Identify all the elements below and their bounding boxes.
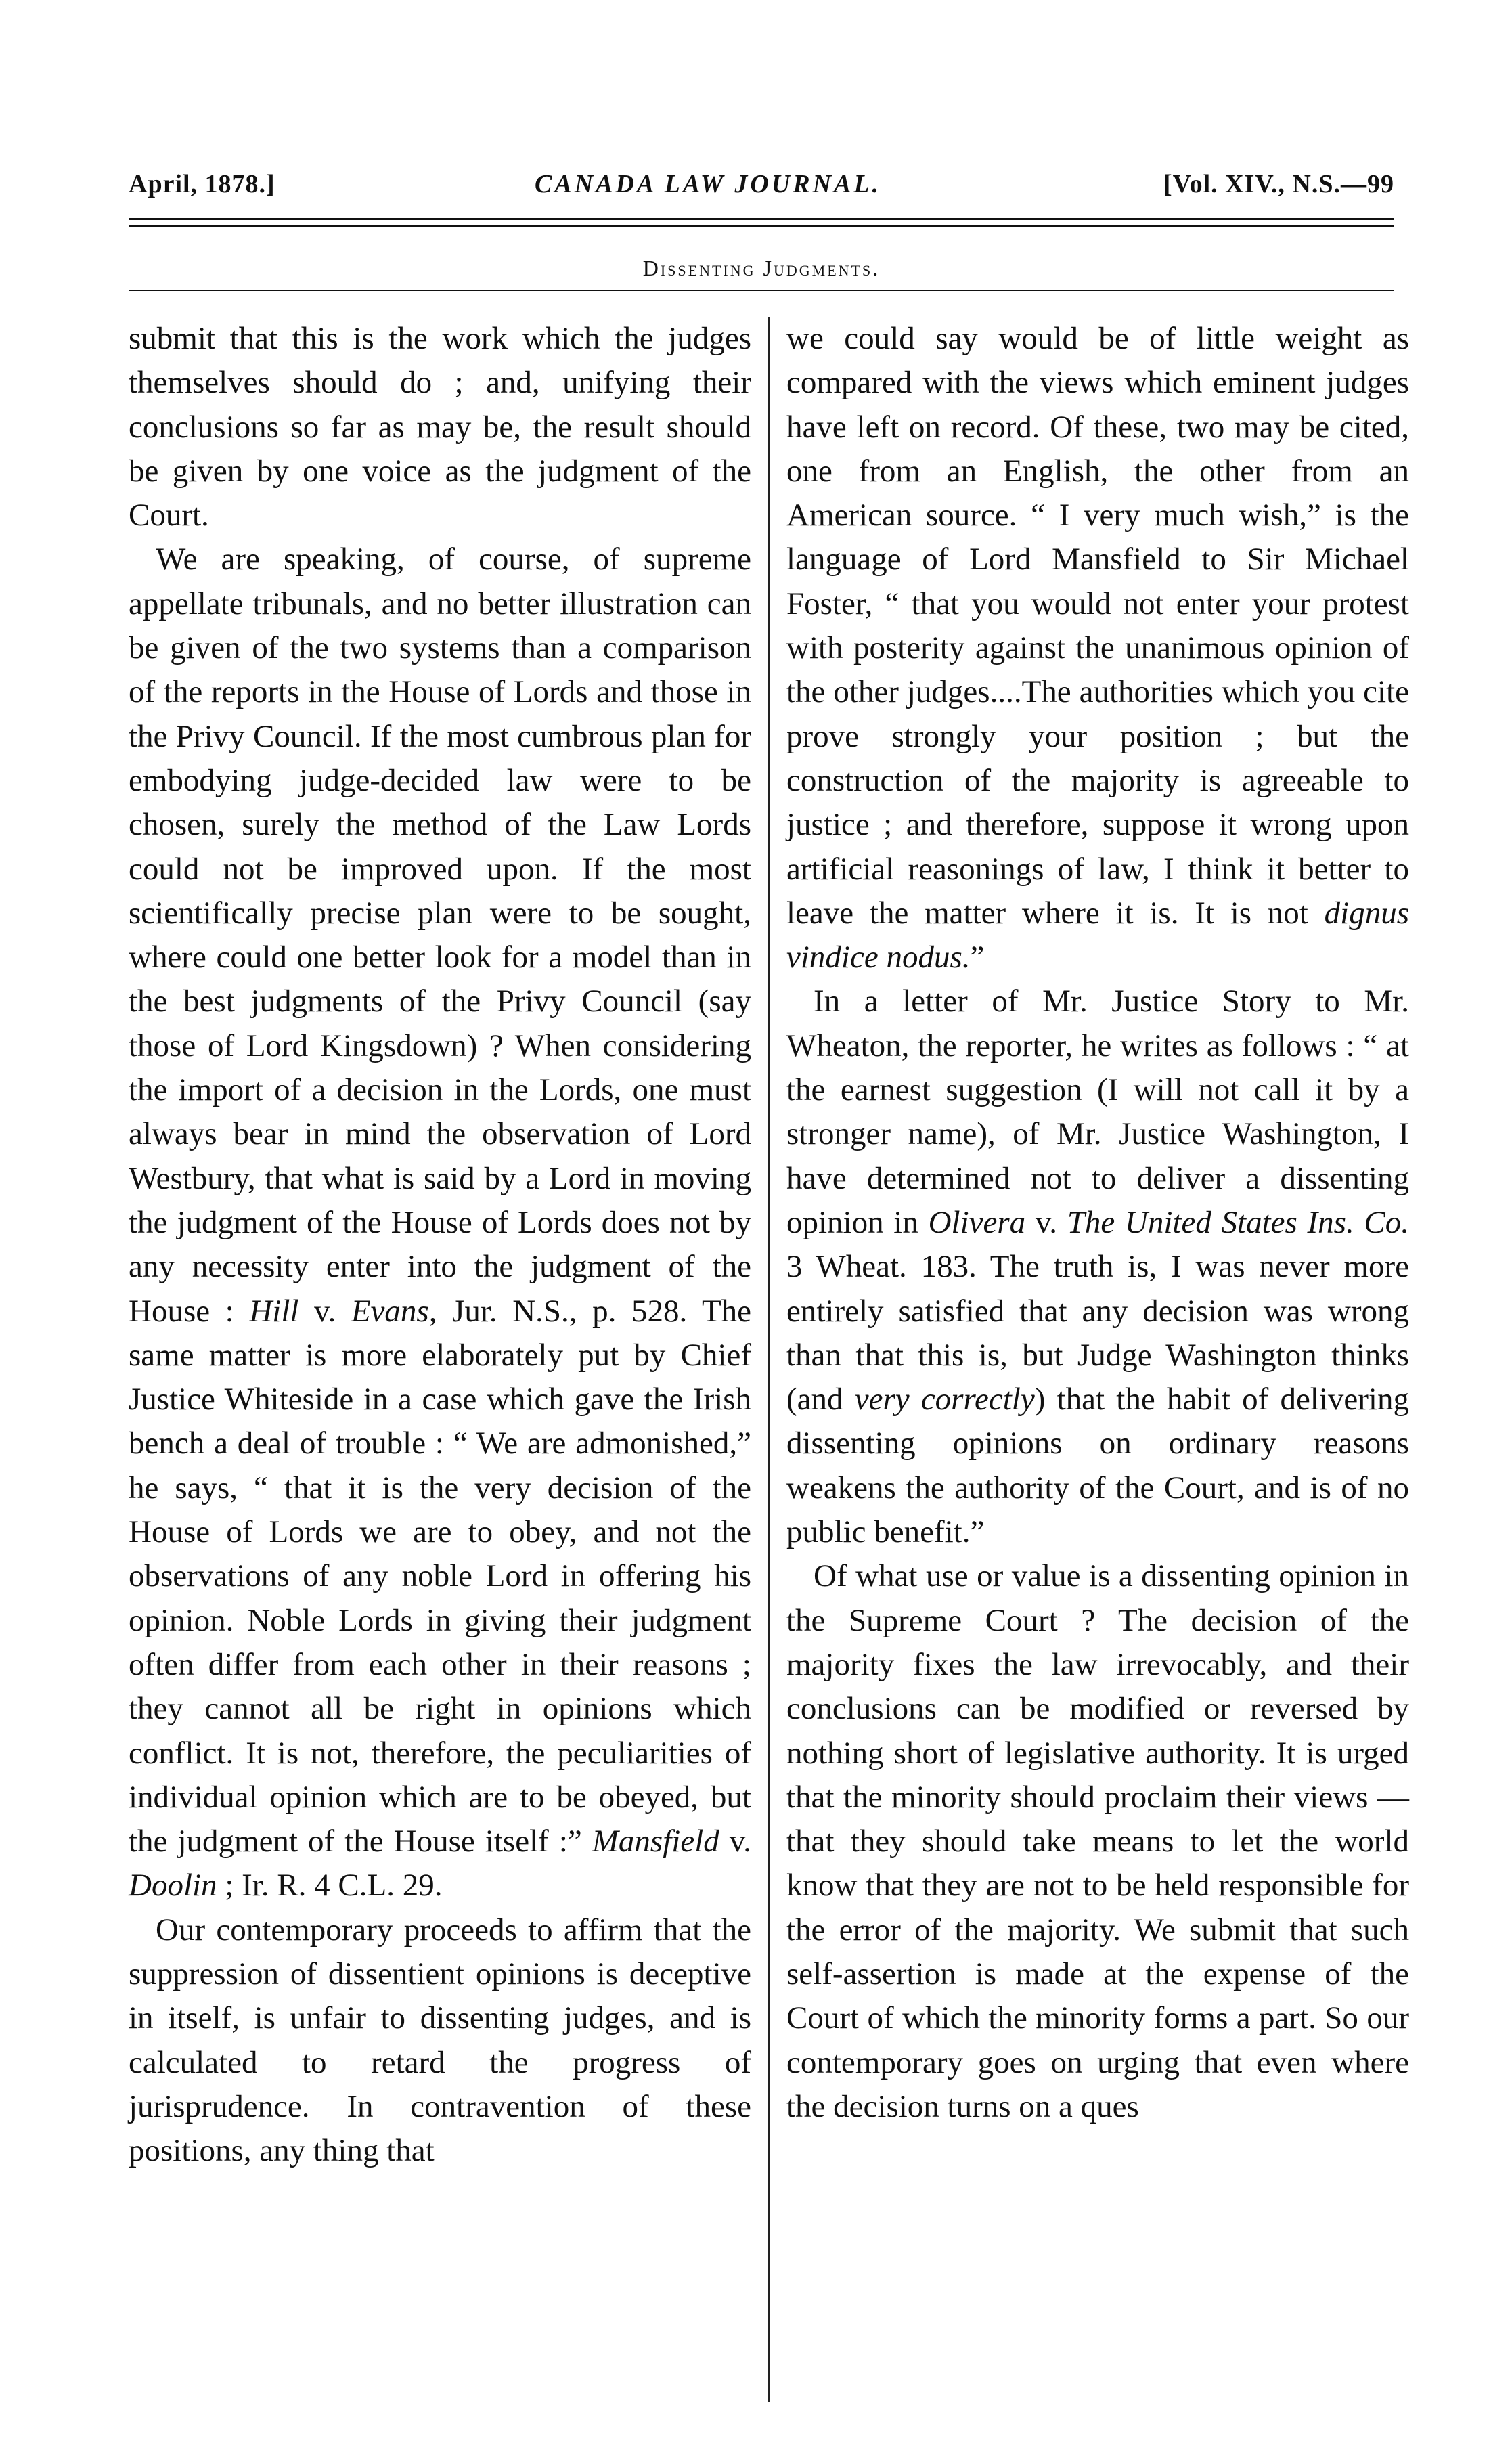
article-paragraph (786, 980, 1409, 1554)
italic-text: Olivera (928, 1204, 1026, 1240)
italic-text: The United States Ins. Co. (1067, 1204, 1409, 1240)
text-run: Of what use or value is a dissenting opinion in the Supreme Court ? The decision of the majority fixes the law irrevocably, and their conclusions can be modified or reversed by nothing short of legislative authority. It is urged that the minority should proclaim their views —that they should take means to let the world know that they are not to be held responsible for the error of the majority. We submit that such self-assertion is made at the expense of the Court of which the minority forms a part. So our contemporary goes on urging that even where the decision turns on a ques (786, 1558, 1409, 2124)
text-run: ; Ir. R. 4 C.L. 29. (217, 1868, 443, 1904)
italic-text: dignus vindice nodus. (786, 895, 1409, 975)
text-run: v. (719, 1824, 752, 1860)
article-paragraph (786, 1554, 1409, 2129)
text-run: we could say would be of little weight as compared with the views which eminent judges have left on record. Of these, two may be cited, one from an English, the other from an American source. “ I very much wish,” is the language of Lord Mansfield to Sir Michael Foster, “ that you would not enter your protest with posterity against the unanimous opinion of the other judges....The authorities which you cite prove strongly your position ; but the construction of the majority is agreeable to justice ; and therefore, suppose it wrong upon artificial reasonings of law, I think it better to leave the matter where it is. It is not (786, 321, 1409, 931)
article-paragraph (786, 317, 1409, 980)
text-run: Our contemporary proceeds to affirm that the suppression of dissentient opinions is deceptive in itself, is unfair to dissenting judges, and is calculated to retard the progress of jurisprudence. In contravention of these positions, any thing that (129, 1912, 751, 2169)
section-title: Dissenting Judgments. (642, 256, 881, 280)
column-divider (768, 317, 770, 2402)
text-run: We are speaking, of course, of supreme appellate tribunals, and no better illustration can be given of the two systems than a comparison of the reports in the House of Lords and those in the Privy Council. If the most cumbrous plan for embodying judge-decided law were to be chosen, surely the method of the Law Lords could not be improved upon. If the most scientifically precise plan were to be sought, where could one better look for a model than in the best judgments of the Privy Council (say those of Lord Kingsdown) ? When considering the import of a decision in the Lords, one must always bear in mind the observation of Lord Westbury, that what is said by a Lord in moving the judgment of the House of Lords does not by any necessity enter into the judgment of the House : (129, 542, 751, 1329)
article-paragraph (129, 1908, 751, 2174)
right-column (786, 317, 1409, 2129)
text-run: 3 Wheat. 183. The truth is, I was never more entirely satisfied that any decision was wrong than that this is, but Judge Washington thinks (and (786, 1249, 1409, 1417)
left-column (129, 317, 751, 2173)
italic-text: Evans, (351, 1293, 437, 1329)
text-run: v. (1025, 1204, 1067, 1240)
section-rule (129, 290, 1394, 291)
running-head (129, 169, 1394, 210)
text-run: ” (970, 940, 985, 975)
volume-page: [Vol. XIV., N.S.—99 (1163, 170, 1394, 198)
text-run: Jur. N.S., p. 528. The same matter is more elaborately put by Chief Justice Whiteside in a case which gave the Irish bench a deal of trouble : “ We are admonished,” he says, “ that it is the very decision of the House of Lords we are to obey, and not the observations of any noble Lord in offering his opinion. Noble Lords in giving their judgment often differ from each other in their reasons ; they cannot all be right in opinions which conflict. It is not, therefore, the peculiarities of individual opinion which are to be obeyed, but the judgment of the House itself :” (129, 1293, 752, 1860)
issue-date: April, 1878.] (129, 170, 275, 198)
italic-text: Doolin (129, 1868, 217, 1904)
text-run: submit that this is the work which the judges themselves should do ; and, unifying their conclusions so far as may be, the result should be given by one voice as the judgment of the Court. (129, 321, 751, 533)
journal-title: CANADA LAW JOURNAL. (535, 170, 882, 198)
text-run: ) that the habit of delivering dissenting opinions on ordinary reasons weakens the authority of the Court, and is of no public benefit.” (786, 1382, 1409, 1550)
italic-text: Mansfield (592, 1824, 719, 1860)
article-paragraph (129, 537, 751, 1908)
text-run: In a letter of Mr. Justice Story to Mr. Wheaton, the reporter, he writes as follows : “ at the earnest suggestion (I will not call it by a stronger name), of Mr. Justice Washington, I have determined not to deliver a dissenting opinion in (786, 984, 1409, 1240)
italic-text: Hill (249, 1293, 299, 1329)
italic-text: very correctly (854, 1382, 1035, 1417)
header-double-rule (129, 218, 1394, 227)
text-run: v. (298, 1293, 351, 1329)
article-paragraph (129, 317, 751, 537)
